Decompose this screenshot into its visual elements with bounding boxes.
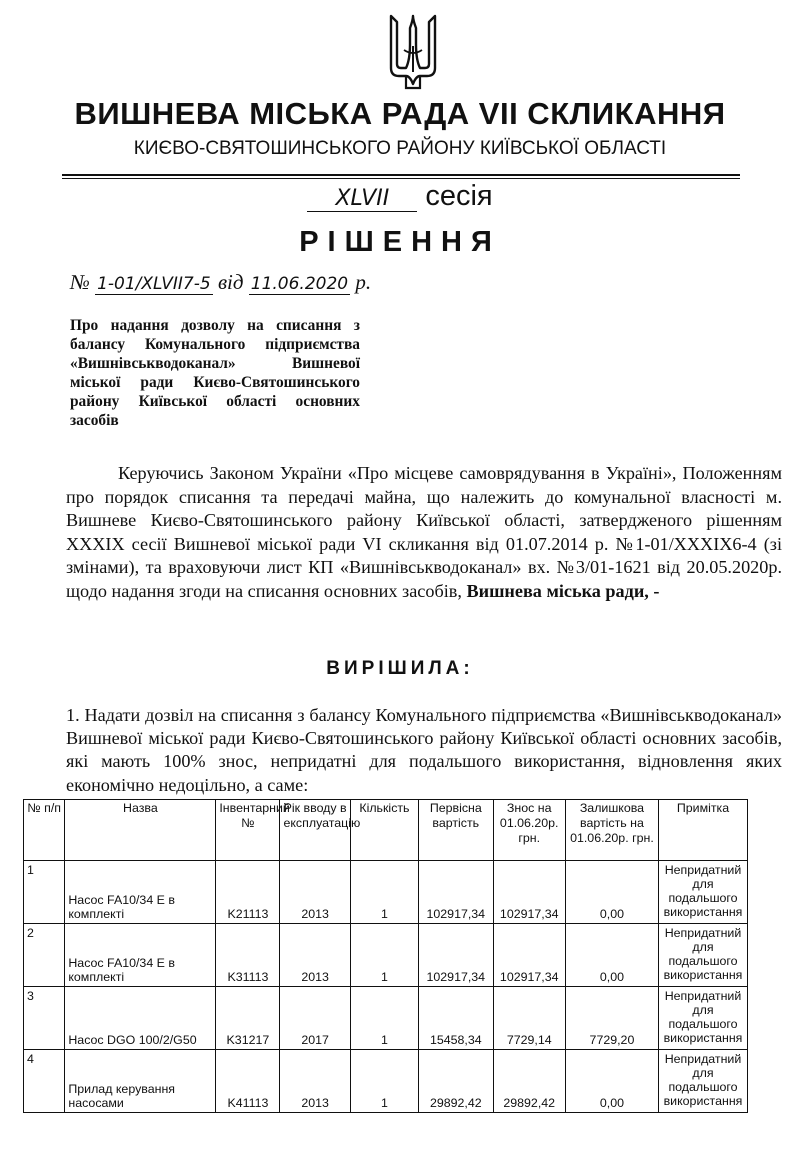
- session-line: [0, 180, 800, 213]
- header-wear: Знос на 01.06.20р. грн.: [493, 800, 565, 861]
- cell-inventory: K41113: [216, 1050, 280, 1113]
- header-name: Назва: [65, 800, 216, 861]
- cell-initial: 29892,42: [419, 1050, 493, 1113]
- cell-note: Непридатний для подальшого використання: [658, 987, 747, 1050]
- cell-residual: 0,00: [565, 924, 658, 987]
- header-divider: [62, 174, 740, 176]
- cell-year: 2013: [280, 861, 350, 924]
- header-divider-thin: [62, 178, 740, 179]
- cell-residual: 0,00: [565, 861, 658, 924]
- cell-num: 1: [24, 861, 65, 924]
- preamble-council: Вишнева міська ради, -: [466, 580, 660, 601]
- cell-year: 2017: [280, 987, 350, 1050]
- session-number: XLVII: [307, 186, 417, 212]
- cell-inventory: K21113: [216, 861, 280, 924]
- cell-qty: 1: [350, 924, 418, 987]
- date-suffix: р.: [355, 270, 372, 294]
- cell-qty: 1: [350, 1050, 418, 1113]
- cell-initial: 15458,34: [419, 987, 493, 1050]
- cell-name: Насос DGO 100/2/G50: [65, 987, 216, 1050]
- council-name: ВИШНЕВА МІСЬКА РАДА VII СКЛИКАННЯ: [74, 96, 726, 131]
- session-label: сесія: [425, 180, 493, 212]
- date-prefix: від: [217, 270, 244, 294]
- cell-residual: 7729,20: [565, 987, 658, 1050]
- preamble-paragraph: [66, 462, 782, 604]
- cell-wear: 29892,42: [493, 1050, 565, 1113]
- table-row: [24, 987, 748, 1050]
- header-inventory: Інвентарний №: [216, 800, 280, 861]
- trident-icon: [384, 10, 442, 94]
- header-qty: Кількість: [350, 800, 418, 861]
- cell-name: Насос FA10/34 E в комплекті: [65, 924, 216, 987]
- decision-title: РІШЕННЯ: [299, 226, 501, 258]
- resolved-heading: ВИРІШИЛА:: [326, 658, 474, 679]
- cell-wear: 7729,14: [493, 987, 565, 1050]
- header-initial: Первісна вартість: [419, 800, 493, 861]
- cell-num: 4: [24, 1050, 65, 1113]
- decision-date: 11.06.2020: [250, 274, 349, 294]
- cell-name: Насос FA10/34 E в комплекті: [65, 861, 216, 924]
- header-residual: Залишкова вартість на 01.06.20р. грн.: [565, 800, 658, 861]
- cell-note: Непридатний для подальшого використання: [658, 1050, 747, 1113]
- resolution-item-1: 1. Надати дозвіл на списання з балансу Комунального підприємства «Вишнівськводоканал» Вишневої міської ради Києво-Святошинського району Київської області основних засобів, які мають 100% знос, непридатні для подальшого використання, відновлення яких економічно недоцільно, а саме:: [66, 705, 782, 795]
- table-row: [24, 924, 748, 987]
- cell-note: Непридатний для подальшого використання: [658, 861, 747, 924]
- cell-note: Непридатний для подальшого використання: [658, 924, 747, 987]
- header-num: № п/п: [24, 800, 65, 861]
- number-prefix: №: [70, 270, 90, 294]
- cell-num: 3: [24, 987, 65, 1050]
- decision-number-line: [70, 270, 371, 295]
- cell-qty: 1: [350, 861, 418, 924]
- preamble-text: Керуючись Законом України «Про місцеве самоврядування в Україні», Положенням про порядок списання та передачі майна, що належить до комунальної власності м. Вишневе Києво-Святошинського району Київської області, затвердженого рішенням XXXIX сесії Вишневої міської ради VI скликання від 01.07.2014 р. №1-01/XXXIX6-4 (зі змінами), та враховуючи лист КП «Вишнівськводоканал» вх. №3/01-1621 від 20.05.2020р. щодо надання згоди на списання основних засобів,: [66, 463, 782, 601]
- table-header-row: [24, 800, 748, 861]
- cell-residual: 0,00: [565, 1050, 658, 1113]
- header-note: Примітка: [658, 800, 747, 861]
- header-year: Рік вводу в експлуатацію: [280, 800, 350, 861]
- table-row: [24, 861, 748, 924]
- cell-year: 2013: [280, 1050, 350, 1113]
- cell-year: 2013: [280, 924, 350, 987]
- cell-wear: 102917,34: [493, 924, 565, 987]
- table-row: [24, 1050, 748, 1113]
- decision-subject: Про надання дозволу на списання з балансу Комунального підприємства «Вишнівськводоканал» Вишневої міської ради Києво-Святошинського району Київської області основних засобів: [70, 317, 360, 429]
- cell-qty: 1: [350, 987, 418, 1050]
- cell-inventory: K31113: [216, 924, 280, 987]
- cell-wear: 102917,34: [493, 861, 565, 924]
- cell-num: 2: [24, 924, 65, 987]
- cell-initial: 102917,34: [419, 861, 493, 924]
- decision-number: 1-01/XLVII7-5: [97, 274, 211, 294]
- cell-name: Прилад керування насосами: [65, 1050, 216, 1113]
- assets-table: [23, 799, 748, 1113]
- council-subtitle: КИЄВО-СВЯТОШИНСЬКОГО РАЙОНУ КИЇВСЬКОЇ ОБЛАСТІ: [133, 138, 667, 159]
- cell-initial: 102917,34: [419, 924, 493, 987]
- cell-inventory: K31217: [216, 987, 280, 1050]
